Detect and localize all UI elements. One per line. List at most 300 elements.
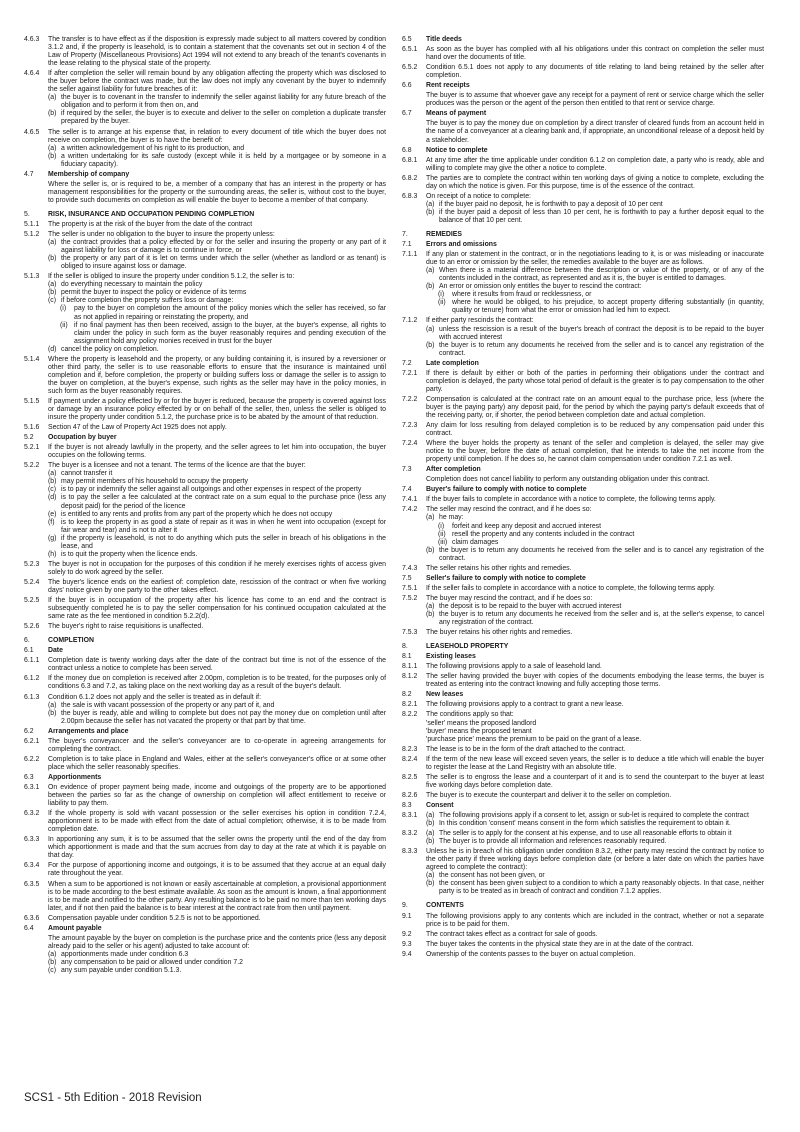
list-item-content: The buyer is to provide all information and references reasonably required. <box>439 838 667 846</box>
list-item-text <box>439 838 764 846</box>
clause-body <box>48 756 386 772</box>
list-item-content: the buyer is to return any documents he received from the seller and is to cancel any registration of the contract. <box>439 546 764 562</box>
clause-number: 6. <box>24 637 30 645</box>
clause-text: Rent receipts <box>426 82 470 90</box>
clause <box>402 941 764 949</box>
clause-text: Compensation payable under condition 5.2.5 is not to be apportioned. <box>48 914 261 922</box>
clause-text: The seller retains his other rights and remedies. <box>426 564 572 572</box>
clause-number: 6.8.3 <box>402 192 418 200</box>
clause-number: 7.4.1 <box>402 496 418 504</box>
clause-body <box>426 422 764 438</box>
section-heading <box>402 231 764 239</box>
clause-body <box>426 476 764 484</box>
clause-number: 6.1.2 <box>24 675 40 683</box>
clause-body <box>48 925 386 933</box>
sub-list-item <box>438 291 764 299</box>
list-item-text <box>439 820 764 828</box>
clause-body <box>426 193 764 225</box>
list-item-label: (a) <box>426 325 435 333</box>
clause-number: 8.2.6 <box>402 791 418 799</box>
clause <box>24 810 386 834</box>
clause-heading <box>24 774 386 782</box>
clause <box>402 496 764 504</box>
clause <box>24 70 386 126</box>
clause <box>24 657 386 673</box>
clause <box>24 836 386 860</box>
list-item-text <box>439 209 764 225</box>
clause-number <box>24 181 48 205</box>
clause-text: If there is default by either or both of the parties in performing their obligations under the contract and completion is delayed, the party whose total period of default is the greater is to pay compensation to the other party. <box>426 369 764 393</box>
right-column <box>402 36 764 961</box>
clause-body <box>426 774 764 790</box>
clause-text: The buyer is to execute the counterpart and deliver it to the seller on completion. <box>426 791 672 799</box>
clause-text: The seller is to arrange at his expense that, in relation to every document of title which the buyer does not receive on completion, the buyer is to have the benefit of: <box>48 128 386 144</box>
sub-list-item <box>438 531 764 539</box>
list-item <box>426 209 764 225</box>
list-item-text <box>61 486 386 494</box>
list-item-label: (b) <box>48 110 57 118</box>
clause-number: 6.1 <box>24 647 34 655</box>
list-item-content: if the property is leasehold, is not to do anything which puts the seller in breach of his obligations in the lease, and <box>61 534 386 550</box>
list-item <box>426 326 764 342</box>
clause-heading <box>402 110 764 118</box>
clause-body <box>426 629 764 637</box>
list-item-content: the contract provides that a policy effected by or for the seller and insuring the property or any part of it against liability for loss or damage is to continue in force, or <box>61 239 386 255</box>
clause-text: Where the buyer holds the property as tenant of the seller and completion is delayed, the seller may give notice to the buyer, before the date of actual completion, that he intends to take the net income from the property until completion. If he does so, he cannot claim compensation under condition 7.2.1 as well. <box>426 440 764 464</box>
clause-number: 8.3.1 <box>402 811 418 819</box>
clause-body <box>48 231 386 271</box>
clause-body <box>48 915 386 923</box>
clause <box>402 46 764 62</box>
clause-text: The conditions apply so that: <box>426 711 514 719</box>
clause-text: Compensation is calculated at the contract rate on an amount equal to the purchase price, less (where the buyer is the paying party) any deposit paid, for the period by which the paying party's default exceeds that of the receiving party, or, if shorter, the period between completion date and actual completion. <box>426 395 764 419</box>
sub-item-label: (iii) <box>438 538 448 546</box>
clause-number: 5.2.2 <box>24 462 40 470</box>
clause-number: 5.1.2 <box>24 231 40 239</box>
clause-body <box>426 147 764 155</box>
list-item <box>48 519 386 535</box>
sub-item-text: if no final payment has then been received, assign to the buyer, at the buyer's expense, all rights to claim under the policy in such form as the buyer reasonably requires and pending execution of the assignment hold any policy monies received in trust for the buyer <box>74 321 386 345</box>
list-item-label: (a) <box>426 267 435 275</box>
clause <box>402 913 764 929</box>
list-item <box>48 494 386 510</box>
clause-number: 8.3.3 <box>402 848 418 856</box>
clause-text: Seller's failure to comply with notice to complete <box>426 574 586 582</box>
clause <box>24 862 386 878</box>
definition-line: 'seller' means the proposed landlord <box>426 719 537 727</box>
list-item-label: (a) <box>426 602 435 610</box>
clause-number: 6.6 <box>402 82 412 90</box>
sub-item-text: resell the property and any contents included in the contract <box>452 530 635 538</box>
clause-number: 6.2 <box>24 727 34 735</box>
clause-text: The buyer is a licensee and not a tenant. The terms of the licence are that the buyer: <box>48 462 306 470</box>
clause-text: Existing leases <box>426 653 476 661</box>
clause-number: 8.1 <box>402 653 412 661</box>
clause <box>24 756 386 772</box>
list-item <box>48 702 386 710</box>
clause-number: 8.2.5 <box>402 773 418 781</box>
list-item <box>426 547 764 563</box>
clause-body <box>426 506 764 562</box>
list-item <box>426 830 764 838</box>
list-item <box>426 872 764 880</box>
clause <box>402 157 764 173</box>
clause <box>402 120 764 144</box>
clause-body <box>48 273 386 353</box>
list-item-text <box>439 326 764 342</box>
clause-text: Condition 6.5.1 does not apply to any documents of title relating to land being retained by the seller after completion. <box>426 64 764 80</box>
clause <box>402 848 764 896</box>
clause <box>24 935 386 975</box>
clause <box>24 738 386 754</box>
clause-text: The buyer may rescind the contract, and if he does so: <box>426 594 593 602</box>
clause-body <box>426 673 764 689</box>
list-item-content: a written acknowledgement of his right to its production, and <box>61 144 245 152</box>
clause <box>24 623 386 631</box>
list-item-label: (h) <box>48 550 57 558</box>
sub-list-item <box>60 305 386 321</box>
list-item <box>426 514 764 522</box>
list-item-content: is entitled to any rents and profits from any part of the property which he does not occupy <box>61 510 333 518</box>
clause-number: 6.3.1 <box>24 783 40 791</box>
clause-body <box>48 881 386 913</box>
list-item-content: the buyer is to covenant in the transfer to indemnify the seller against liability for any future breach of the obligation and to perform it from then on, and <box>61 94 386 110</box>
clause-number: 5.1.3 <box>24 273 40 281</box>
clause <box>402 251 764 315</box>
clause-heading <box>24 728 386 736</box>
list-item <box>48 239 386 255</box>
clause <box>402 396 764 420</box>
clause-number: 5.1.1 <box>24 220 40 228</box>
clause-number: 7.2 <box>402 359 412 367</box>
clause-number: 6.1.1 <box>24 657 40 665</box>
clause-number: 7.4.3 <box>402 564 418 572</box>
clause <box>24 181 386 205</box>
clause-text: After completion <box>426 466 481 474</box>
list-item-text <box>439 201 764 209</box>
clause-text: The buyer is to assume that whoever gave any receipt for a payment of rent or service charge which the seller produces was the person or the agent of the person then entitled to that rent or service charge. <box>426 92 764 108</box>
clause-number: 7.1.1 <box>402 251 418 259</box>
clause-body <box>48 935 386 975</box>
sub-item-label: (i) <box>438 291 445 299</box>
clause-body <box>48 637 386 645</box>
clause-body <box>426 92 764 108</box>
clause-text: Unless he is in breach of his obligation under condition 8.3.2, either party may rescind the contract by notice to the other party if three working days before completion date (or before a later date on which the parties have agreed to complete the contract): <box>426 848 764 872</box>
clause-number: 6.8.1 <box>402 156 418 164</box>
sub-item-label: (i) <box>438 522 445 530</box>
clause-text: Errors and omissions <box>426 241 497 249</box>
clause-body <box>426 951 764 959</box>
clause <box>402 711 764 743</box>
clause <box>24 694 386 726</box>
clause-body <box>426 575 764 583</box>
list-item-label: (c) <box>48 297 57 305</box>
list-item <box>426 603 764 611</box>
clause-text: New leases <box>426 691 464 699</box>
clause-body <box>426 317 764 357</box>
list-item-content: do everything necessary to maintain the policy <box>61 281 203 289</box>
sub-item-label: (i) <box>60 305 67 313</box>
list-item-label: (f) <box>48 518 55 526</box>
list-item-label: (d) <box>48 494 57 502</box>
list-item-content: is to keep the property in as good a state of repair as it was in when he went into occupation (except for fair wear and tear) and is not to alter it <box>61 518 386 534</box>
list-item-content: the buyer is to return any documents he received from the seller and is, at the seller's expense, to cancel any registration of the contract. <box>439 611 764 627</box>
clause-number: 8.2.3 <box>402 745 418 753</box>
clause <box>402 476 764 484</box>
clause-text: Completion date is twenty working days after the date of the contract but time is not of the essence of the contract unless a notice to complete has been served. <box>48 657 386 673</box>
list-item-label: (b) <box>48 958 57 966</box>
clause-number: 9. <box>402 902 408 910</box>
sub-list-item <box>438 299 764 315</box>
clause-number: 7.2.4 <box>402 440 418 448</box>
clause-heading <box>24 647 386 655</box>
clause-number: 9.1 <box>402 912 412 920</box>
clause-text: The buyer's right to raise requisitions is unaffected. <box>48 623 204 631</box>
clause-number: 6.3.3 <box>24 836 40 844</box>
clause-text: On receipt of a notice to complete: <box>426 192 531 200</box>
clause-number: 7.1.2 <box>402 317 418 325</box>
clause-heading <box>402 36 764 44</box>
list-item <box>426 267 764 283</box>
sub-item-text: where he would be obliged, to his prejudice, to accept property differing substantially (in quantity, quality or tenure) from what the error or omission had led him to expect. <box>452 299 764 315</box>
clause-text: For the purpose of apportioning income and outgoings, it is to be assumed that they accrue at an equal daily rate throughout the year. <box>48 862 386 878</box>
clause-text: RISK, INSURANCE AND OCCUPATION PENDING COMPLETION <box>48 210 255 218</box>
list-item-content: the buyer is to return any documents he received from the seller and is to cancel any registration of the contract. <box>439 341 764 357</box>
clause-text: Membership of company <box>48 170 130 178</box>
list-item-text <box>439 830 764 838</box>
list-item <box>48 959 386 967</box>
clause-body <box>426 241 764 249</box>
clause-body <box>48 70 386 126</box>
clause-number: 7.2.1 <box>402 369 418 377</box>
list-item-label: (b) <box>426 820 435 828</box>
clause-text: The parties are to complete the contract within ten working days of giving a notice to complete, excluding the day on which the notice is given. For this purpose, time is of the essence of the contract. <box>426 174 764 190</box>
clause-body <box>426 120 764 144</box>
clause-text: Completion does not cancel liability to perform any outstanding obligation under this contract. <box>426 476 710 484</box>
clause <box>402 951 764 959</box>
clause <box>402 422 764 438</box>
list-item <box>48 486 386 494</box>
clause-body <box>426 251 764 315</box>
clause-text: The buyer retains his other rights and remedies. <box>426 629 573 637</box>
list-item-text <box>61 511 386 519</box>
clause-text: If the seller is obliged to insure the property under condition 5.1.2, the seller is to: <box>48 273 295 281</box>
clause-number: 5.1.5 <box>24 397 40 405</box>
clause-body <box>426 565 764 573</box>
clause-number: 6.7 <box>402 110 412 118</box>
list-item <box>48 478 386 486</box>
list-item <box>48 535 386 551</box>
clause <box>24 424 386 432</box>
clause-text: If the money due on completion is received after 2.00pm, completion is to be treated, for the purposes only of conditions 6.3 and 7.2, as taking place on the next working day as a result of the buyer's default. <box>48 675 386 691</box>
list-item-content: any sum payable under condition 5.1.3. <box>61 966 182 974</box>
clause-body <box>48 181 386 205</box>
clause-text: COMPLETION <box>48 637 94 645</box>
clause-text: Arrangements and place <box>48 727 129 735</box>
clause <box>24 597 386 621</box>
list-item <box>48 289 386 297</box>
clause-body <box>48 129 386 169</box>
clause-body <box>48 784 386 808</box>
list-item-text <box>61 551 386 559</box>
list-item-text <box>61 255 386 271</box>
clause-number: 7.5.3 <box>402 629 418 637</box>
clause-number: 8.2 <box>402 691 412 699</box>
sub-list-item <box>60 322 386 346</box>
list-item-content: if the buyer paid a deposit of less than 10 per cent, he is forthwith to pay a further deposit equal to the balance of that 10 per cent. <box>439 208 764 224</box>
list-item <box>426 283 764 291</box>
clause <box>402 774 764 790</box>
clause-body <box>48 836 386 860</box>
clause-text: Completion is to take place in England and Wales, either at the seller's conveyancer's office or at some other place which the seller reasonably specifies. <box>48 755 386 771</box>
clause-body <box>426 701 764 709</box>
clause-heading <box>24 925 386 933</box>
clause-text: Condition 6.1.2 does not apply and the seller is treated as in default if: <box>48 693 261 701</box>
clause-body <box>426 848 764 896</box>
clause <box>402 370 764 394</box>
clause-number <box>24 935 48 975</box>
clause-body <box>426 396 764 420</box>
clause-body <box>426 110 764 118</box>
clause-text: The buyer is not in occupation for the purposes of this condition if he merely exercises rights of access given solely to do work agreed by the seller. <box>48 560 386 576</box>
clause-text: Where the seller is, or is required to be, a member of a company that has an interest in the property or has management responsibilities for the property or the surrounding areas, the seller is, without cost to the buyer, to provide such documents on completion as will enable the buyer to become a member of that company. <box>48 180 386 204</box>
clause-text: Date <box>48 647 63 655</box>
clause-heading <box>402 147 764 155</box>
clause-text: The transfer is to have effect as if the disposition is expressly made subject to all matters covered by condition 3.1.2 and, if the property is leasehold, is to contain a statement that the covenants set out in section 4 of the Law of Property (Miscellaneous Provisions) Act 1994 will not extend to any breach of the tenant's covenants in the lease relating to the physical state of the property. <box>48 36 386 68</box>
list-item-content: any compensation to be paid or allowed under condition 7.2 <box>61 958 243 966</box>
clause-text: The following provisions apply to a sale of leasehold land. <box>426 663 602 671</box>
clause-number <box>402 120 426 144</box>
list-item-content: the property or any part of it is let on terms under which the seller (whether as landlord or as tenant) is obliged to insure against loss or damage. <box>61 255 386 271</box>
list-item-label: (b) <box>426 283 435 291</box>
list-item-text <box>439 812 764 820</box>
list-item-label: (a) <box>426 200 435 208</box>
sub-item-text: claim damages <box>452 538 499 546</box>
clause <box>402 64 764 80</box>
clause-number: 5. <box>24 210 30 218</box>
clause-text: The seller may rescind the contract, and if he does so: <box>426 506 592 514</box>
clause-text: Late completion <box>426 359 479 367</box>
list-item-text <box>61 959 386 967</box>
clause-number: 5.1.6 <box>24 424 40 432</box>
clause-number: 5.2.4 <box>24 578 40 586</box>
clause-text: Notice to complete <box>426 146 488 154</box>
sub-list <box>426 291 764 315</box>
clause-body <box>426 585 764 593</box>
clause-body <box>48 424 386 432</box>
clause <box>402 565 764 573</box>
list-item-content: if required by the seller, the buyer is to execute and deliver to the seller on completion a duplicate transfer prepared by the buyer. <box>61 110 386 126</box>
clause-number: 8.1.2 <box>402 673 418 681</box>
clause-text: CONTENTS <box>426 902 464 910</box>
clause-body <box>426 595 764 627</box>
list-item <box>426 812 764 820</box>
list-item-text <box>61 478 386 486</box>
list-item-label: (a) <box>426 514 435 522</box>
list-item <box>426 201 764 209</box>
clause-text: The seller having provided the buyer with copies of the documents embodying the lease terms, the buyer is treated as entering into the contract knowing and fully accepting those terms. <box>426 673 764 689</box>
clause-number: 7.5 <box>402 574 412 582</box>
list-item-label: (a) <box>48 701 57 709</box>
list-item-label: (a) <box>426 872 435 880</box>
clause-text: If the seller fails to complete in accordance with a notice to complete, the following terms apply. <box>426 584 716 592</box>
clause-text: As soon as the buyer has complied with all his obligations under this contract on completion the seller must hand over the documents of title. <box>426 46 764 62</box>
clause-heading <box>402 241 764 249</box>
clause-body <box>426 440 764 464</box>
clause-number: 5.2.5 <box>24 597 40 605</box>
clause <box>24 221 386 229</box>
clause-text: The buyer's licence ends on the earliest of: completion date, rescission of the contract or when five working days' notice given by one party to the other takes effect. <box>48 578 386 594</box>
clause-number: 9.3 <box>402 940 412 948</box>
list-item-content: the consent has not been given, or <box>439 872 545 880</box>
clause <box>24 579 386 595</box>
clause-body <box>48 694 386 726</box>
list-item-label: (b) <box>48 255 57 263</box>
clause-number: 6.3 <box>24 773 34 781</box>
clause-text: In apportioning any sum, it is to be assumed that the seller owns the property until the end of the day from which apportionment is made and that the sum accrues from day to day at the rate at which it is payable on that day. <box>48 836 386 860</box>
list-item-text <box>61 110 386 126</box>
list-item <box>48 346 386 354</box>
clause-number: 7.5.2 <box>402 594 418 602</box>
clause-text: Title deeds <box>426 36 462 43</box>
clause-body <box>426 802 764 810</box>
list-item-content: An error or omission only entitles the buyer to rescind the contract: <box>439 283 642 291</box>
list-item-text <box>61 346 386 354</box>
clause <box>24 881 386 913</box>
list-item-text <box>61 470 386 478</box>
list-item-text <box>61 967 386 975</box>
clause <box>24 561 386 577</box>
clause-body <box>426 157 764 173</box>
clause-number: 5.2.6 <box>24 623 40 631</box>
clause-body <box>48 398 386 422</box>
clause-number: 6.2.2 <box>24 755 40 763</box>
sub-list-item <box>438 523 764 531</box>
list-item-text <box>61 710 386 726</box>
clause-body <box>426 231 764 239</box>
list-item-label: (b) <box>426 546 435 554</box>
clause <box>402 663 764 671</box>
list-item <box>48 281 386 289</box>
list-item-label: (b) <box>48 289 57 297</box>
clause <box>402 595 764 627</box>
list-item-text <box>439 283 764 291</box>
clause-number: 6.5 <box>402 36 412 43</box>
clause <box>402 585 764 593</box>
clause-text: Means of payment <box>426 110 487 118</box>
clause-number: 9.4 <box>402 950 412 958</box>
list-item <box>426 838 764 846</box>
clause-heading <box>24 434 386 442</box>
clause <box>402 506 764 562</box>
clause <box>402 931 764 939</box>
clause-body <box>426 711 764 743</box>
clause-text: Where the property is leasehold and the property, or any building containing it, is insured by a reversioner or other third party, the seller is to use reasonable efforts to ensure that the insurance is maintained until completion and if, before completion, the property or building suffers loss or damage the seller is to assign to the buyer on completion, at the buyer's expense, such rights as the seller may have in the policy monies, in such form as the buyer reasonably requires. <box>48 355 386 395</box>
clause-heading <box>402 575 764 583</box>
list-item-label: (b) <box>48 478 57 486</box>
section-heading <box>24 637 386 645</box>
list-item-label: (b) <box>426 611 435 618</box>
clause <box>402 812 764 828</box>
section-heading <box>402 643 764 651</box>
clause <box>24 273 386 353</box>
clause-text: Any claim for loss resulting from delayed completion is to be reduced by any compensation paid under this contract. <box>426 422 764 438</box>
clause-body <box>48 356 386 396</box>
list-item <box>48 551 386 559</box>
clause-text: Amount payable <box>48 924 102 932</box>
clause-text: Apportionments <box>48 773 102 781</box>
list-item-label: (b) <box>48 709 57 717</box>
